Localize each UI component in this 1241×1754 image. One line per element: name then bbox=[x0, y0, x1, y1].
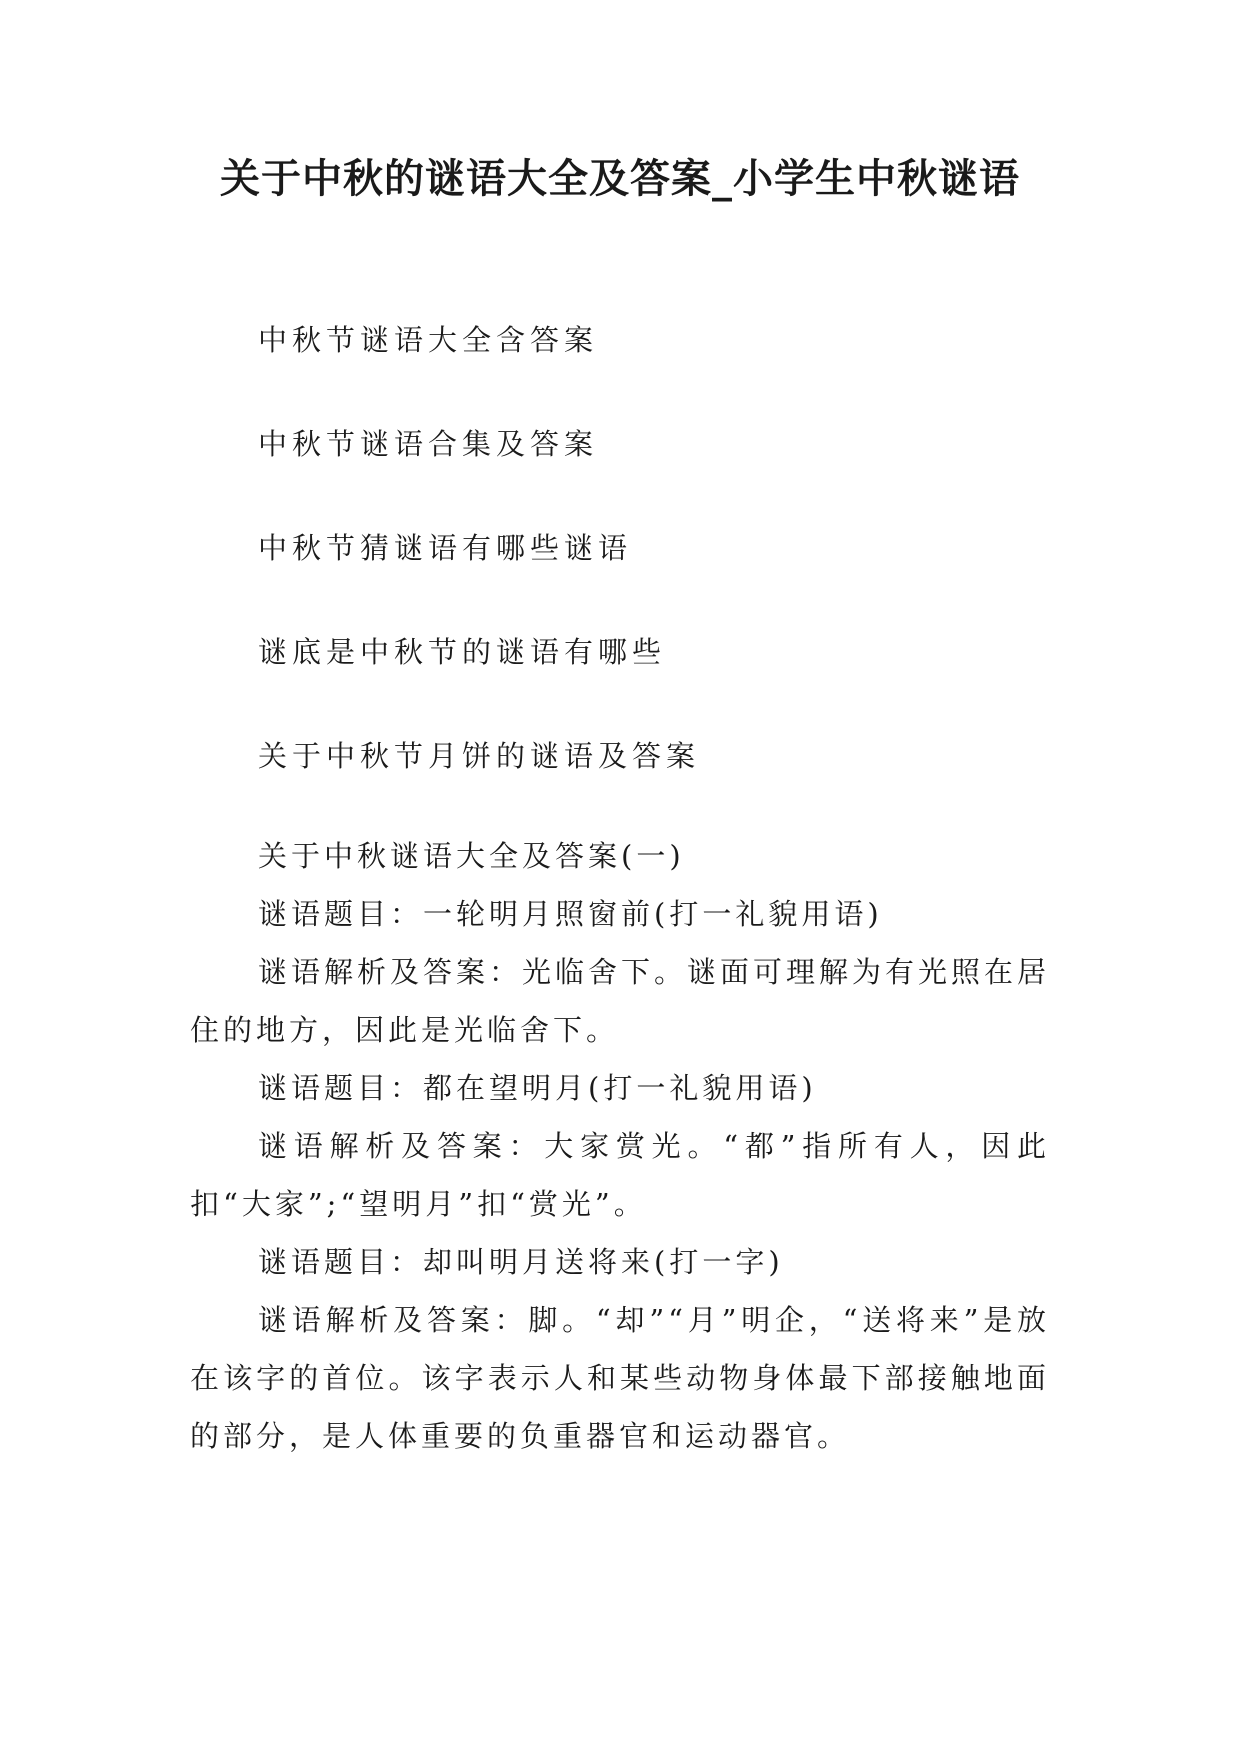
toc-item-5: 关于中秋节月饼的谜语及答案 bbox=[258, 739, 701, 773]
section-heading: 关于中秋谜语大全及答案(一) bbox=[258, 839, 685, 873]
toc-item-3: 中秋节猜谜语有哪些谜语 bbox=[258, 531, 633, 565]
document-body bbox=[190, 827, 1050, 1465]
riddle-question-3: 谜语题目：却叫明月送将来(打一字) bbox=[258, 1245, 784, 1279]
riddle-question-2: 谜语题目：都在望明月(打一礼貌用语) bbox=[258, 1071, 817, 1105]
riddle-answer-3: 谜语解析及答案：脚。“却”“月”明企，“送将来”是放在该字的首位。该字表示人和某些动物身体最下部接触地面的部分，是人体重要的负重器官和运动器官。 bbox=[190, 1303, 1050, 1453]
riddle-answer-1: 谜语解析及答案：光临舍下。谜面可理解为有光照在居住的地方，因此是光临舍下。 bbox=[190, 955, 1051, 1047]
riddle-question-1: 谜语题目：一轮明月照窗前(打一礼貌用语) bbox=[258, 897, 883, 931]
riddle-answer-2: 谜语解析及答案：大家赏光。“都”指所有人，因此扣“大家”;“望明月”扣“赏光”。 bbox=[190, 1129, 1050, 1221]
toc-item-4: 谜底是中秋节的谜语有哪些 bbox=[258, 635, 667, 669]
toc-item-2: 中秋节谜语合集及答案 bbox=[258, 427, 599, 461]
document-title: 关于中秋的谜语大全及答案_小学生中秋谜语 bbox=[220, 156, 1020, 202]
toc-item-1: 中秋节谜语大全含答案 bbox=[258, 323, 599, 357]
